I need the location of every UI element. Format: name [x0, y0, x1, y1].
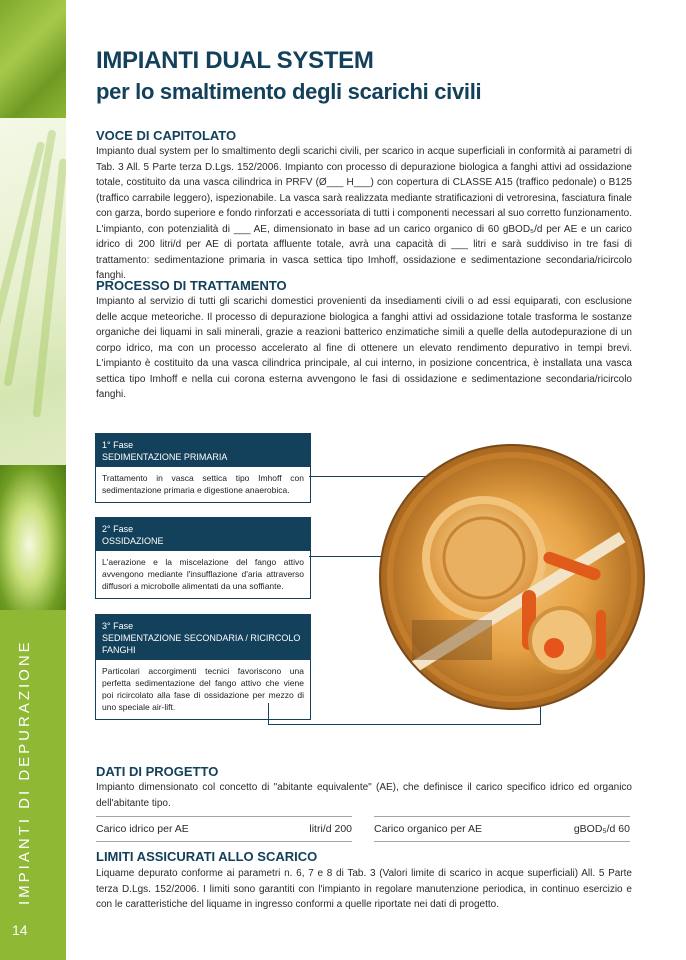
phase-box-2: [95, 517, 311, 599]
phase-box-1: [95, 433, 311, 503]
leaf-image-flower: [0, 465, 66, 610]
carico-idrico-value: litri/d 200: [309, 823, 352, 835]
phase-description: Particolari accorgimenti tecnici favoriscono una perfetta sedimentazione del fango attivo che viene poi ricircolato alla fase di ossidazione per mezzo di uno speciale air-lift.: [102, 666, 304, 712]
voce-heading: VOCE DI CAPITOLATO: [96, 128, 237, 143]
carico-organico-value: gBOD₅/d 60: [573, 823, 630, 835]
carico-idrico-row: [96, 816, 352, 842]
limiti-paragraph: Liquame depurato conforme ai parametri n. 6, 7 e 8 di Tab. 3 (Valori limite di scarico in acque superficiali) All. 5 Parte terza D.Lgs. 152/2006. I limiti sono garantiti con l'impianto in regolare manutenzione periodica, in continuo esercizio e con le caratteristiche del liquame in ingresso conformi a quelle riportate nei dati di progetto.: [96, 868, 632, 910]
tank-photo: [372, 440, 652, 715]
carico-organico-row: [374, 816, 630, 842]
phase-description: Trattamento in vasca settica tipo Imhoff con sedimentazione primaria e digestione anaerobica.: [102, 473, 304, 495]
phase-step: 2° Fase: [102, 524, 134, 534]
connector-line-3a: [268, 703, 269, 725]
section-label: IMPIANTI DI DEPURAZIONE: [16, 639, 33, 905]
sidebar: [0, 0, 66, 960]
carico-idrico-label: Carico idrico per AE: [96, 823, 189, 835]
carico-organico-label: Carico organico per AE: [374, 823, 482, 835]
dati-heading: DATI DI PROGETTO: [96, 764, 219, 779]
phase-header: [96, 615, 310, 660]
processo-paragraph: Impianto al servizio di tutti gli scarichi domestici provenienti da insediamenti civili o ad essi equiparati, con esclusione delle acque meteoriche. Il processo di depurazione biologica a fanghi attivi ad ossidazione totale trasforma le sostanze organiche dei liquami in sali minerali, grazie a reazioni batterico enzimatiche simili a quelle della autodepurazione di un corpo idrico, ma con un processo accelerato al fine di ottenere un elevato rendimento depurativo in tempi brevi. L'impianto è costituito da una vasca cilindrica principale, al cui interno, in posizione concentrica, è installata una vasca settica tipo Imhoff e nella cui corona esterna avvengono le fasi di ossidazione e sedimentazione secondaria/ricircolo fanghi.: [96, 296, 632, 400]
phase-name: SEDIMENTAZIONE SECONDARIA / RICIRCOLO FANGHI: [102, 633, 301, 655]
page-number: 14: [12, 922, 28, 938]
voce-paragraph: Impianto dual system per lo smaltimento degli scarichi civili, per scarico in acque superficiali in conformità ai parametri di Tab. 3 All. 5 Parte terza D.Lgs. 152/2006. Impianto con processo di depurazione biologica a fanghi attivi ad ossidazione totale, costituito da una vasca cilindrica in PRFV (Ø___ H___) con copertura di CLASSE A15 (traffico pedonale) o B125 (traffico carrabile leggero), ispezionabile. La vasca sarà realizzata mediante stratificazioni di vetroresina, fasciatura finale con garza, bordo superiore e fondo rinforzati e accessoriata di tutti i componenti necessari al suo corretto funzionamento. L'impianto, con potenzialità di ___ AE, dimensionato in base ad un carico organico di 60 gBOD₅/d per AE e un carico idrico di 200 litri/d per AE di portata affluente totale, avrà una capacità di ___ litri e sarà suddiviso in tre fasi di trattamento: sedimentazione primaria in vasca settica tipo Imhoff, ossidazione e sedimentazione secondaria/ricircolo fanghi.: [96, 146, 632, 281]
phase-name: SEDIMENTAZIONE PRIMARIA: [102, 452, 228, 462]
page-title: IMPIANTI DUAL SYSTEM: [96, 47, 374, 74]
phase-header: [96, 518, 310, 551]
processo-heading: PROCESSO DI TRATTAMENTO: [96, 278, 287, 293]
dati-paragraph: Impianto dimensionato col concetto di "abitante equivalente" (AE), che definisce il carico specifico idrico ed organico dell'abitante tipo.: [96, 782, 632, 809]
connector-line-3b: [268, 724, 540, 725]
limiti-heading: LIMITI ASSICURATI ALLO SCARICO: [96, 849, 318, 864]
phase-step: 1° Fase: [102, 440, 134, 450]
leaf-image-top: [0, 0, 66, 120]
page-subtitle: per lo smaltimento degli scarichi civili: [96, 79, 482, 104]
phase-box-3: [95, 614, 311, 720]
phase-name: OSSIDAZIONE: [102, 536, 164, 546]
phase-header: [96, 434, 310, 467]
phase-step: 3° Fase: [102, 621, 134, 631]
phase-description: L'aerazione e la miscelazione del fango attivo avvengono mediante l'insufflazione d'aria attraverso diffusori a microbolle alimentati da una soffiante.: [102, 557, 304, 591]
